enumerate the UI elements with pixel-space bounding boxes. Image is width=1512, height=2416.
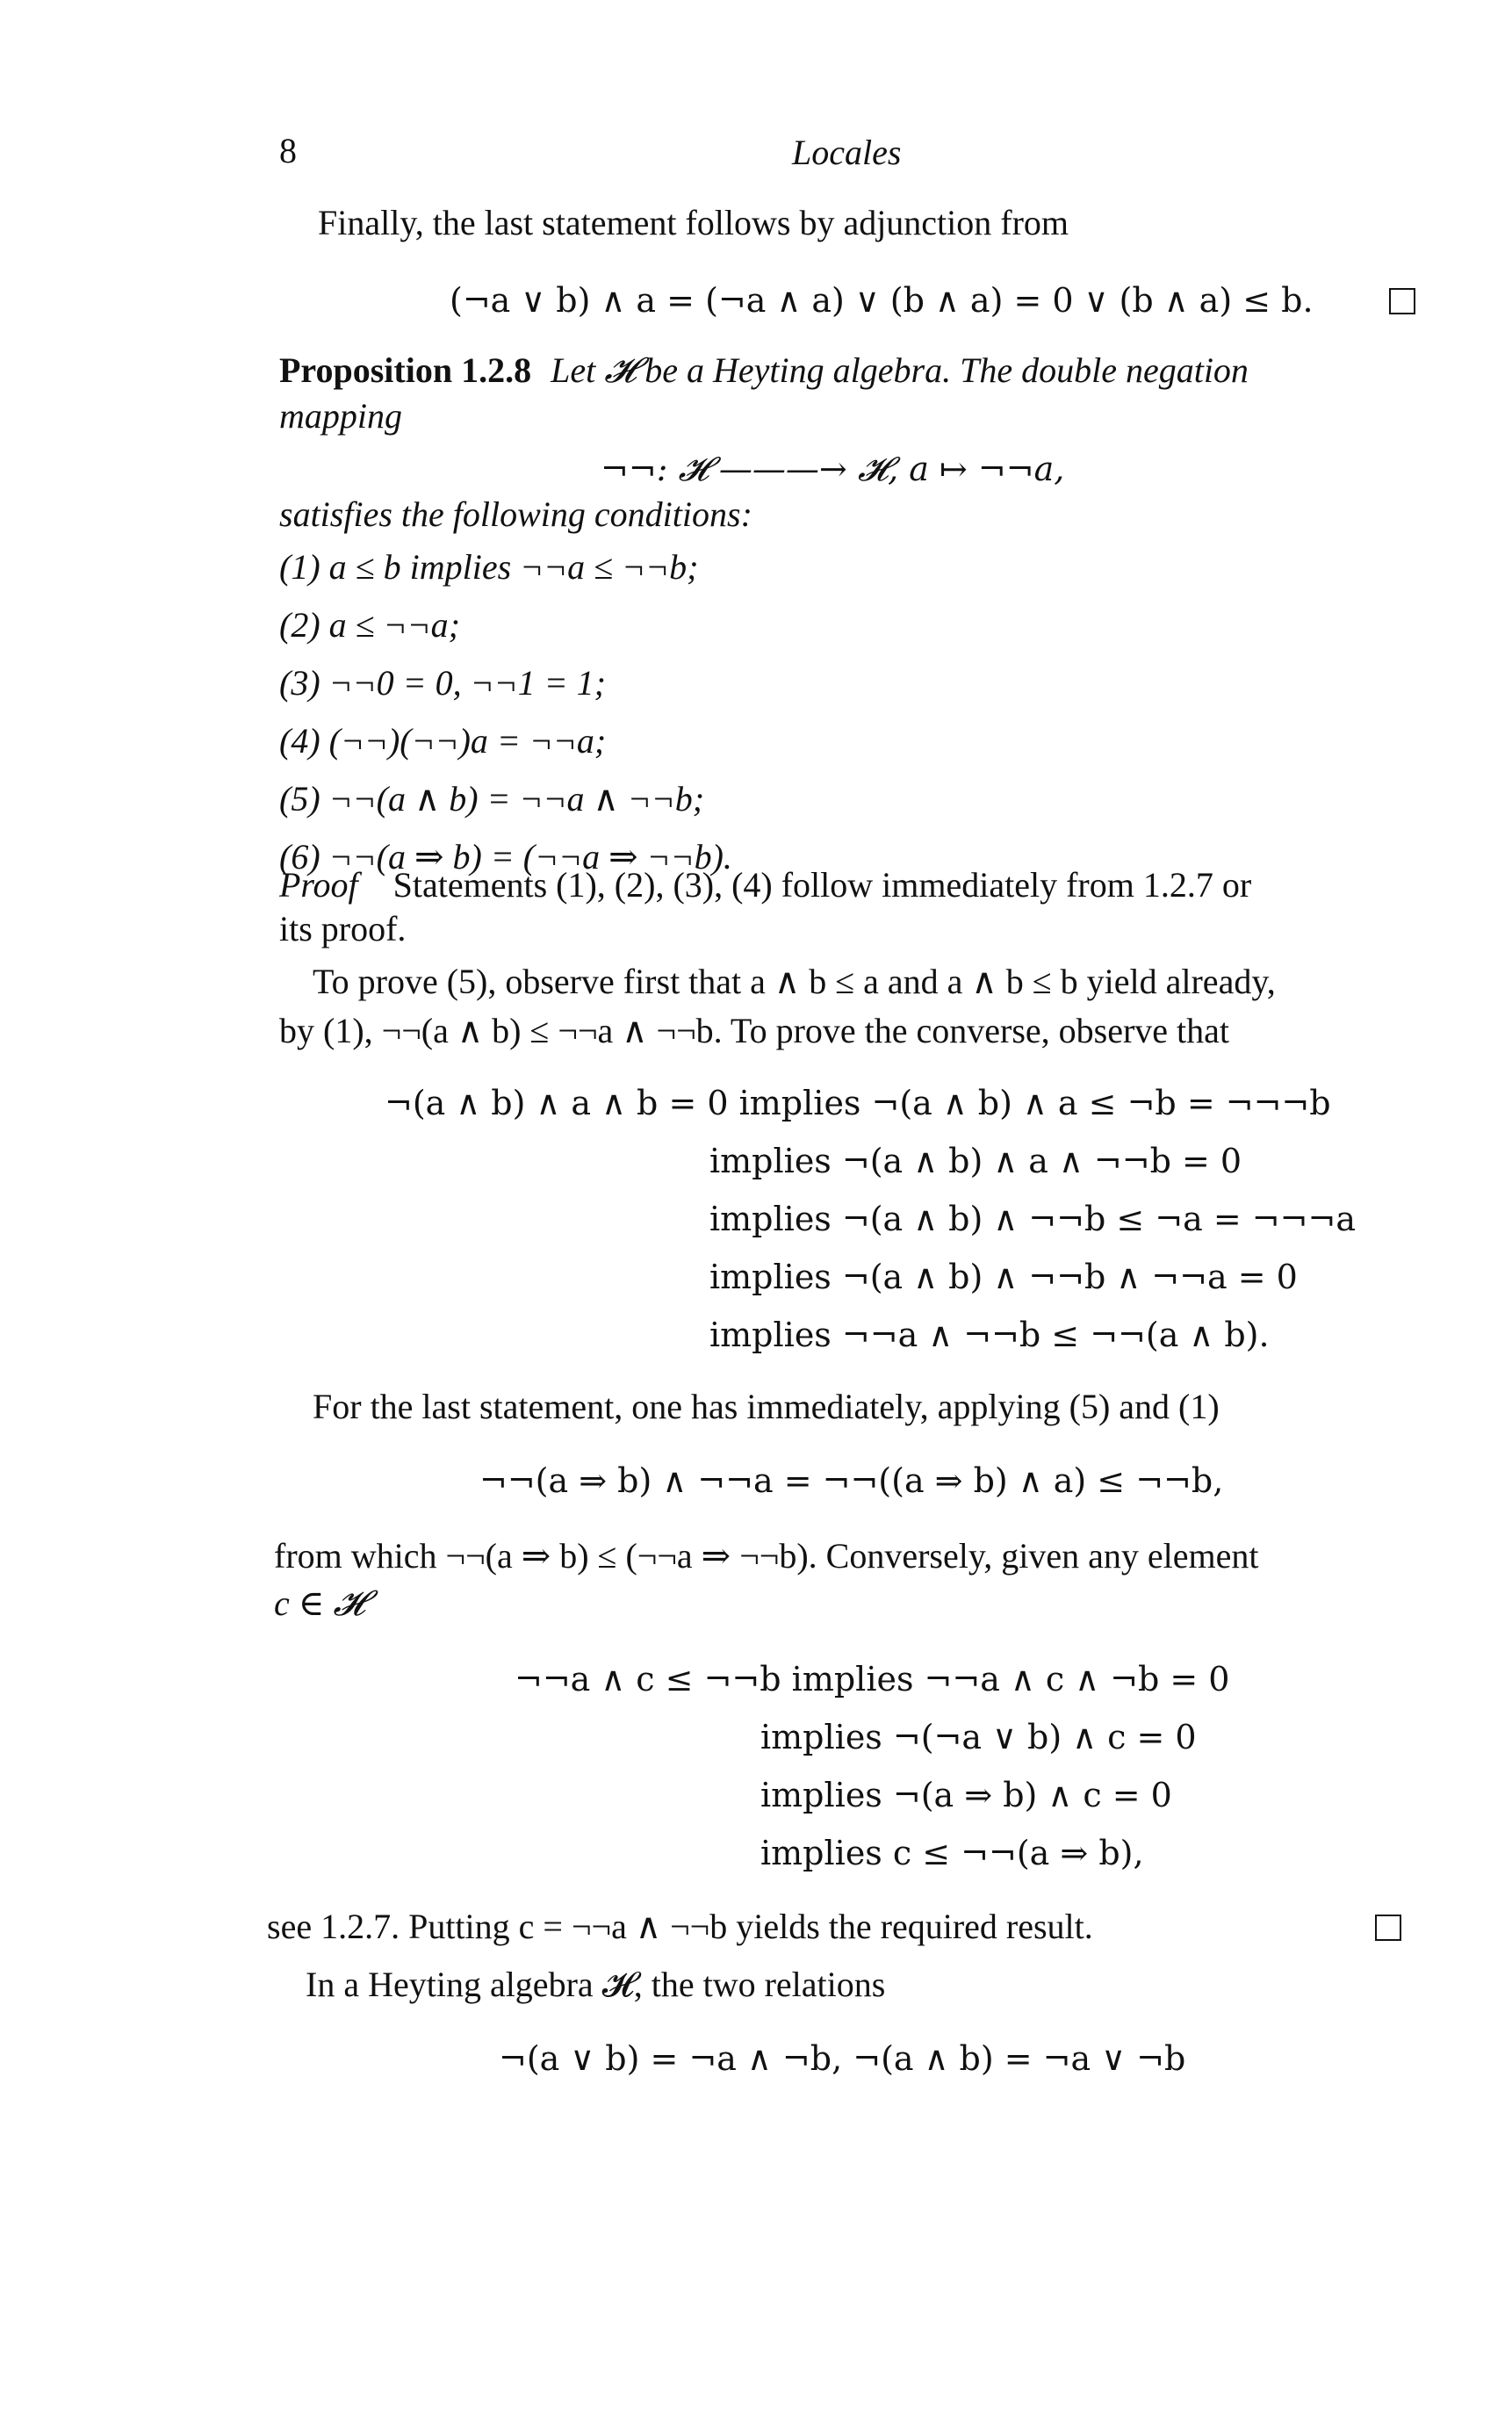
condition-4: (4) (¬¬)(¬¬)a = ¬¬a; bbox=[279, 721, 607, 761]
proposition-label: Proposition 1.2.8 bbox=[279, 350, 532, 390]
proposition-line-1 bbox=[279, 350, 1249, 392]
proof-line-4: by (1), ¬¬(a ∧ b) ≤ ¬¬a ∧ ¬¬b. To prove the converse, observe that bbox=[279, 1011, 1230, 1050]
proposition-line-3: satisfies the following conditions: bbox=[279, 494, 752, 534]
page-number: 8 bbox=[279, 131, 297, 170]
mapping-display: ¬¬: 𝓗 ———→ 𝓗, a ↦ ¬¬a, bbox=[601, 450, 1065, 488]
chain1-line-2: implies ¬(a ∧ b) ∧ a ∧ ¬¬b = 0 bbox=[709, 1142, 1242, 1180]
proof-line-5: For the last statement, one has immediately, applying (5) and (1) bbox=[313, 1387, 1220, 1426]
proof-line-8: see 1.2.7. Putting c = ¬¬a ∧ ¬¬b yields the required result. bbox=[267, 1907, 1093, 1946]
chain2-line-1: ¬¬a ∧ c ≤ ¬¬b implies ¬¬a ∧ c ∧ ¬b = 0 bbox=[515, 1660, 1230, 1698]
chain1-line-5: implies ¬¬a ∧ ¬¬b ≤ ¬¬(a ∧ b). bbox=[709, 1316, 1270, 1354]
proof-line-6: from which ¬¬(a ⇒ b) ≤ (¬¬a ⇒ ¬¬b). Conversely, given any element bbox=[274, 1536, 1259, 1576]
intro-line: Finally, the last statement follows by adjunction from bbox=[318, 203, 1069, 242]
chain2-line-2: implies ¬(¬a ∨ b) ∧ c = 0 bbox=[760, 1718, 1197, 1756]
condition-6: (6) ¬¬(a ⇒ b) = (¬¬a ⇒ ¬¬b). bbox=[279, 837, 732, 876]
condition-2: (2) a ≤ ¬¬a; bbox=[279, 605, 460, 645]
condition-3: (3) ¬¬0 = 0, ¬¬1 = 1; bbox=[279, 663, 606, 703]
outro-line: In a Heyting algebra 𝓗, the two relations bbox=[306, 1965, 886, 2004]
proof-line-7: c ∈ 𝓗 bbox=[274, 1583, 365, 1623]
proposition-text: Let 𝓗 be a Heyting algebra. The double negation bbox=[551, 350, 1249, 390]
running-title: Locales bbox=[792, 133, 902, 172]
chain2-line-4: implies c ≤ ¬¬(a ⇒ b), bbox=[760, 1834, 1144, 1872]
outro-display-equation: ¬(a ∨ b) = ¬a ∧ ¬b, ¬(a ∧ b) = ¬a ∨ ¬b bbox=[499, 2039, 1186, 2078]
proof-line-1 bbox=[279, 864, 1251, 906]
qed-symbol bbox=[1389, 288, 1415, 314]
proof-display-equation: ¬¬(a ⇒ b) ∧ ¬¬a = ¬¬((a ⇒ b) ∧ a) ≤ ¬¬b, bbox=[479, 1461, 1224, 1500]
proof-line-3: To prove (5), observe first that a ∧ b ≤ a and a ∧ b ≤ b yield already, bbox=[313, 962, 1276, 1001]
proposition-line-2: mapping bbox=[279, 396, 402, 436]
proof-text: Statements (1), (2), (3), (4) follow immediately from 1.2.7 or bbox=[392, 865, 1252, 905]
proof-line-2: its proof. bbox=[279, 909, 407, 948]
chain1-line-4: implies ¬(a ∧ b) ∧ ¬¬b ∧ ¬¬a = 0 bbox=[709, 1258, 1298, 1296]
intro-display-equation: (¬a ∨ b) ∧ a = (¬a ∧ a) ∨ (b ∧ a) = 0 ∨ (b ∧ a) ≤ b. bbox=[450, 281, 1314, 320]
condition-5: (5) ¬¬(a ∧ b) = ¬¬a ∧ ¬¬b; bbox=[279, 779, 705, 819]
condition-1: (1) a ≤ b implies ¬¬a ≤ ¬¬b; bbox=[279, 547, 699, 587]
chain1-line-1: ¬(a ∧ b) ∧ a ∧ b = 0 implies ¬(a ∧ b) ∧ a ≤ ¬b = ¬¬¬b bbox=[385, 1084, 1331, 1122]
chain1-line-3: implies ¬(a ∧ b) ∧ ¬¬b ≤ ¬a = ¬¬¬a bbox=[709, 1200, 1356, 1238]
qed-symbol bbox=[1375, 1915, 1401, 1941]
chain2-line-3: implies ¬(a ⇒ b) ∧ c = 0 bbox=[760, 1776, 1172, 1814]
proof-label: Proof bbox=[279, 865, 358, 905]
